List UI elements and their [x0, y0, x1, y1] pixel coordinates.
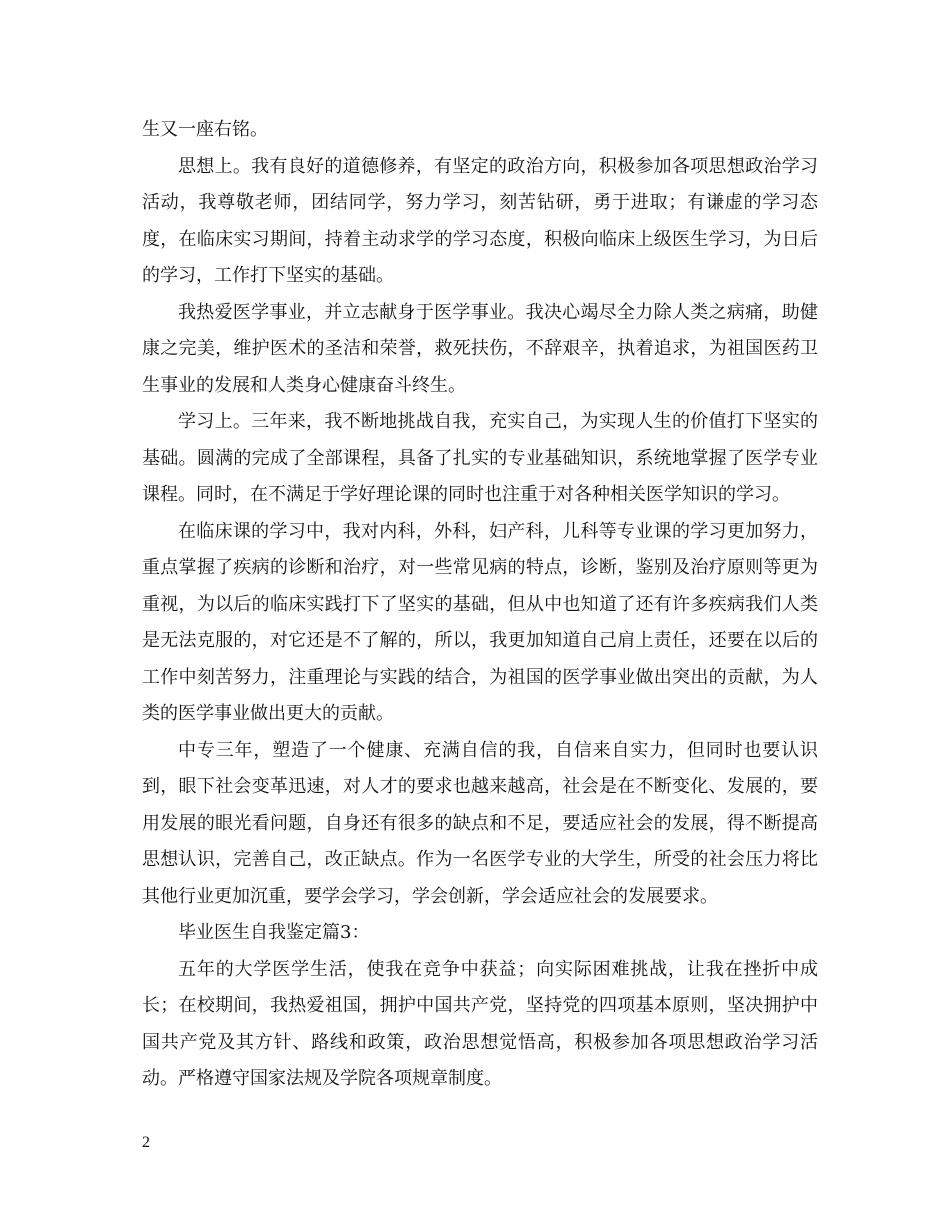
- paragraph-medical-career: 我热爱医学事业，并立志献身于医学事业。我决心竭尽全力除人类之病痛，助健康之完美，维护医术的圣洁和荣誉，救死扶伤，不辞艰辛，执着追求，为祖国医药卫生事业的发展和人类身心健康奋斗终生。: [142, 301, 818, 396]
- section-heading: 毕业医生自我鉴定篇3：: [178, 922, 370, 943]
- paragraph-five-years: 五年的大学医学生活，使我在竞争中获益；向实际困难挑战，让我在挫折中成长；在校期间，我热爱祖国，拥护中国共产党，坚持党的四项基本原则，坚决拥护中国共产党及其方针、路线和政策，政治思想觉悟高，积极参加各项思想政治学习活动。严格遵守国家法规及学院各项规章制度。: [142, 958, 818, 1089]
- page-number: 2: [142, 1134, 150, 1151]
- paragraph-clinical-course: 在临床课的学习中，我对内科，外科，妇产科，儿科等专业课的学习更加努力，重点掌握了疾病的诊断和治疗，对一些常见病的特点，诊断，鉴别及治疗原则等更为重视，为以后的临床实践打下了坚实的基础，但从中也知道了还有许多疾病我们人类是无法克服的，对它还是不了解的，所以，我更加知道自己肩上责任，还要在以后的工作中刻苦努力，注重理论与实践的结合，为祖国的医学事业做出突出的贡献，为人类的医学事业做出更大的贡献。: [142, 520, 818, 724]
- paragraph-thought: 思想上。我有良好的道德修养，有坚定的政治方向，积极参加各项思想政治学习活动，我尊敬老师，团结同学，努力学习，刻苦钻研，勇于进取；有谦虚的学习态度，在临床实习期间，持着主动求学的学习态度，积极向临床上级医生学习，为日后的学习，工作打下坚实的基础。: [142, 155, 818, 286]
- paragraph-three-years: 中专三年，塑造了一个健康、充满自信的我，自信来自实力，但同时也要认识到，眼下社会变革迅速，对人才的要求也越来越高，社会是在不断变化、发展的，要用发展的眼光看问题，自身还有很多的缺点和不足，要适应社会的发展，得不断提高思想认识，完善自己，改正缺点。作为一名医学专业的大学生，所受的社会压力将比其他行业更加沉重，要学会学习，学会创新，学会适应社会的发展要求。: [142, 739, 818, 907]
- document-body: [142, 112, 818, 1098]
- paragraph-study: 学习上。三年来，我不断地挑战自我，充实自己，为实现人生的价值打下坚实的基础。圆满的完成了全部课程，具备了扎实的专业基础知识，系统地掌握了医学专业课程。同时，在不满足于学好理论课的同时也注重于对各种相关医学知识的学习。: [142, 411, 818, 505]
- paragraph-continuation: 生又一座右铭。: [142, 119, 268, 140]
